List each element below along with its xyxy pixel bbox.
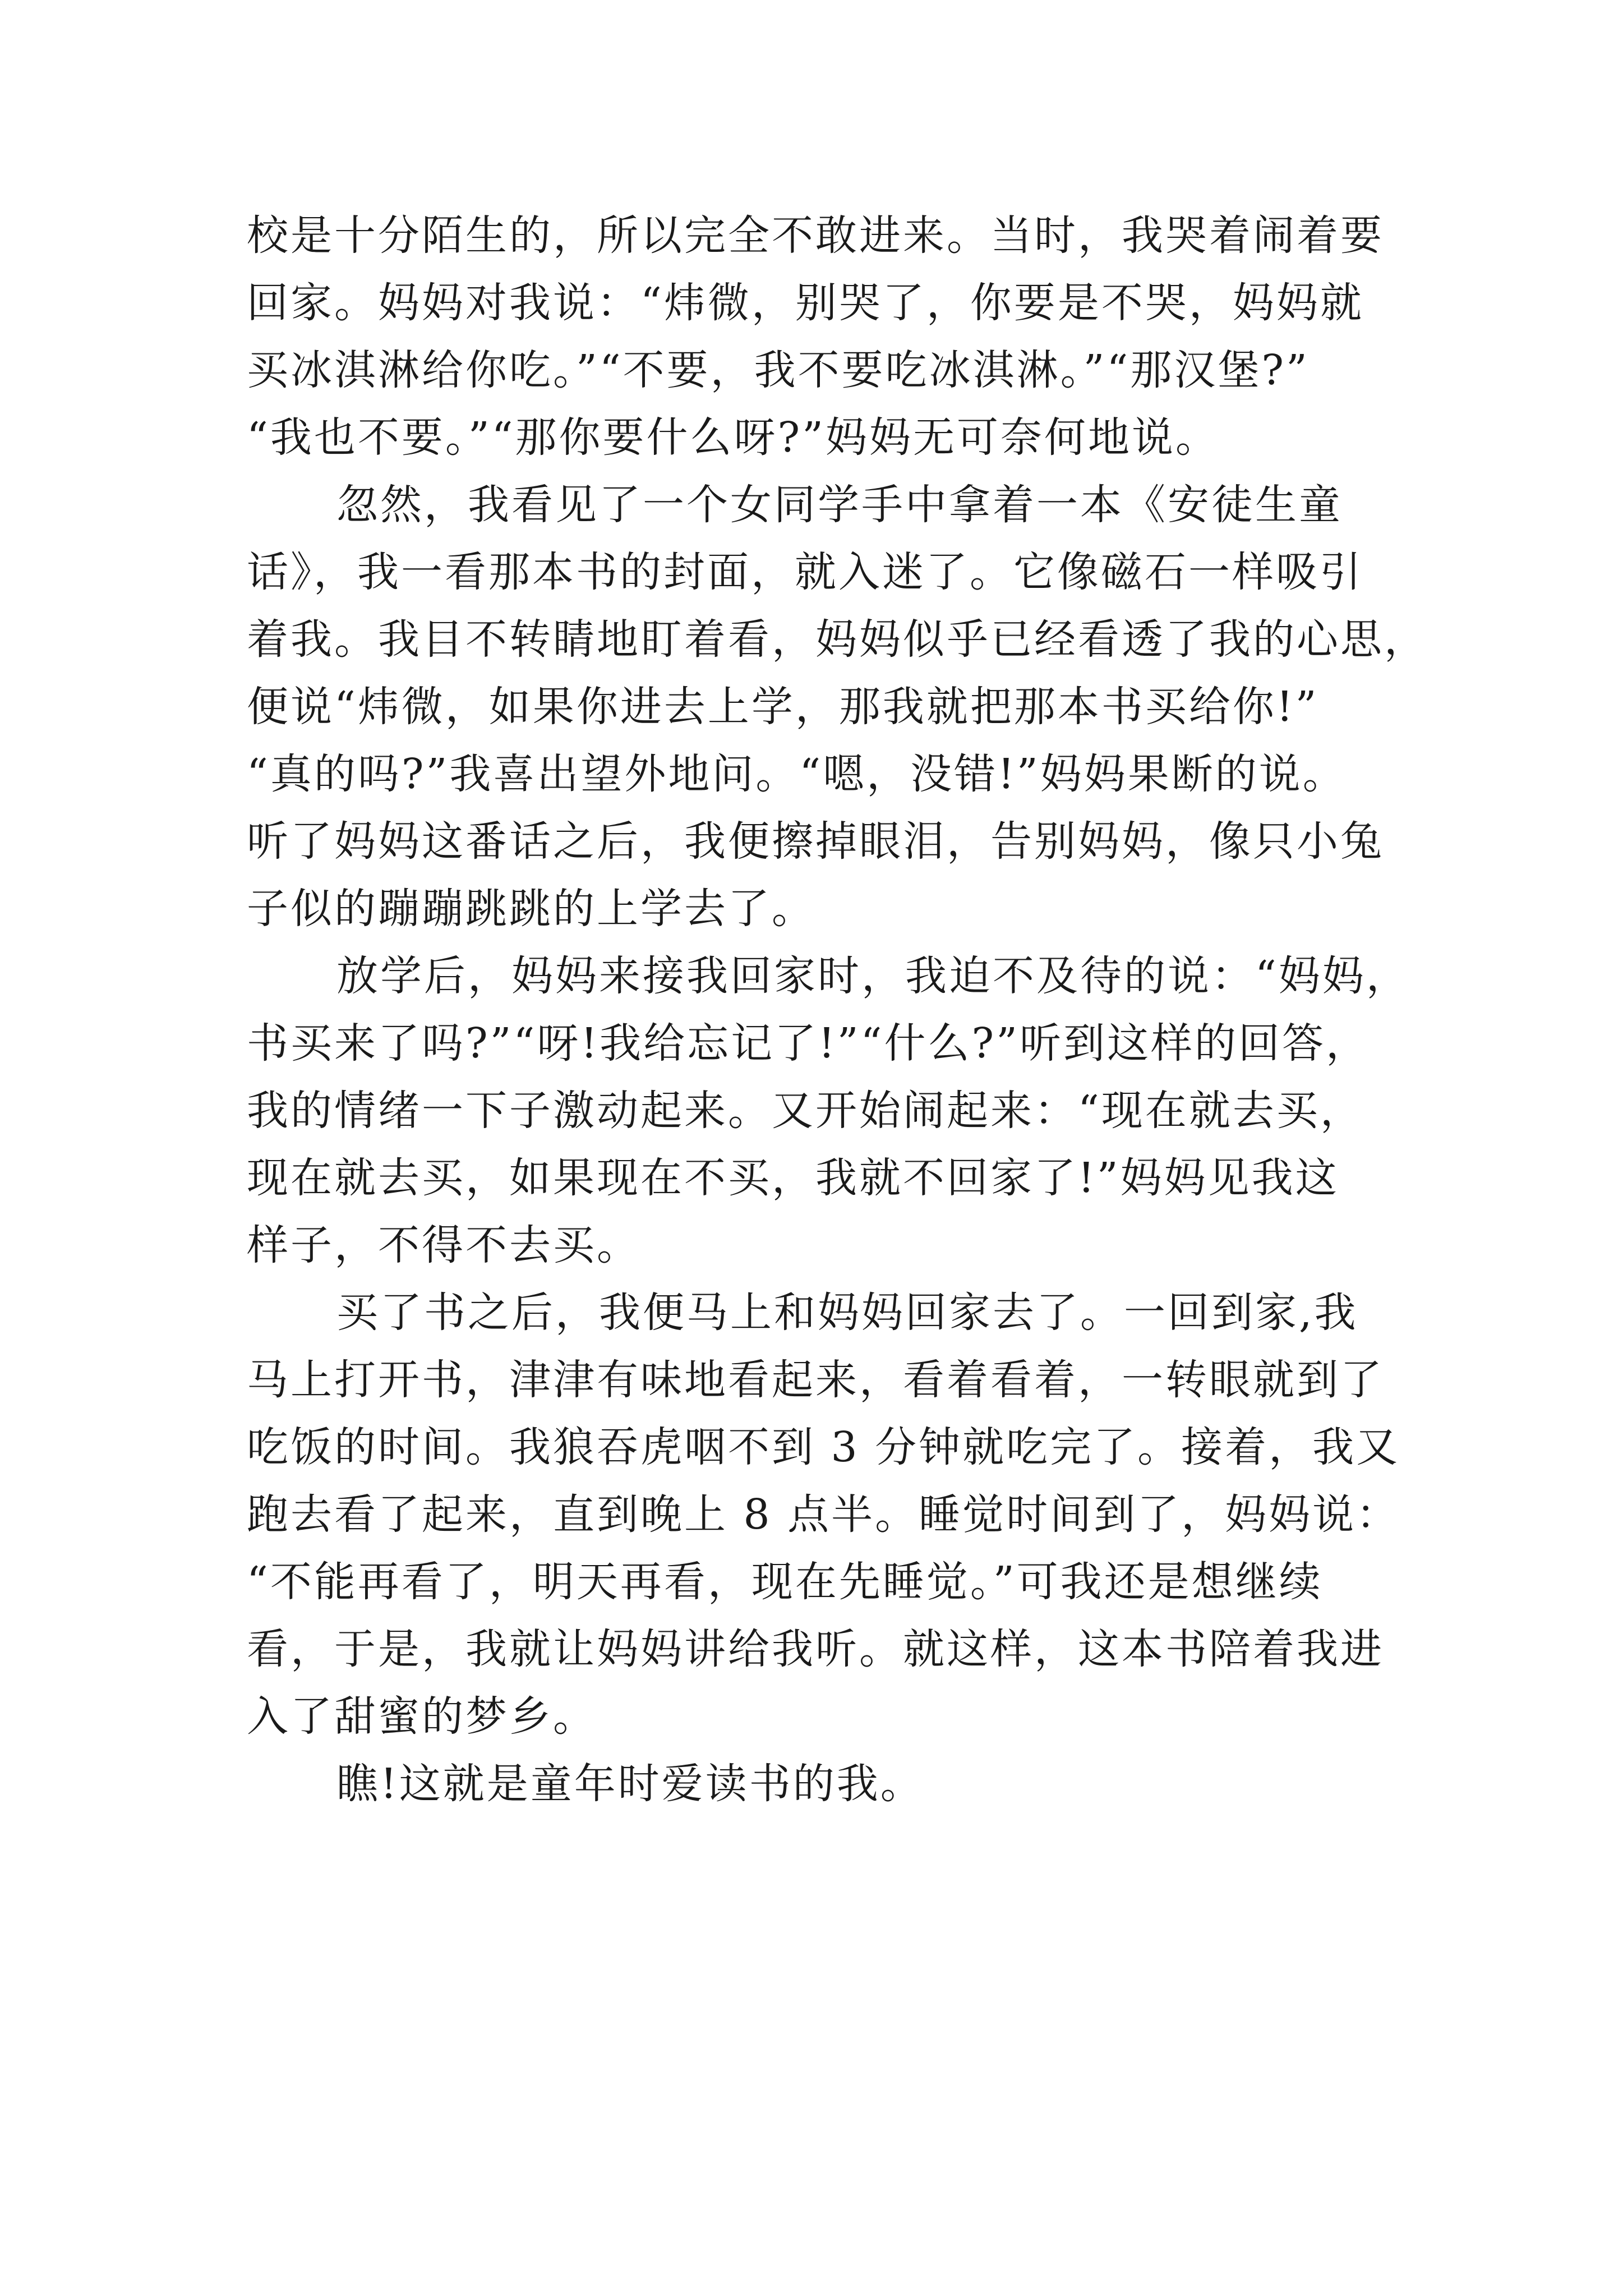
- essay-body: [247, 202, 1447, 1818]
- text-line: 我的情绪一下子激动起来。又开始闹起来：“现在就去买，: [247, 1087, 1364, 1135]
- text-line: 着我。我目不转睛地盯着看，妈妈似乎已经看透了我的心思，: [247, 615, 1428, 664]
- text-line: 跑去看了起来，直到晚上 8 点半。睡觉时间到了，妈妈说：: [247, 1490, 1400, 1539]
- text-line: “真的吗?”我喜出望外地问。“嗯，没错!”妈妈果断的说。: [247, 750, 1347, 798]
- text-line: 马上打开书，津津有味地看起来，看着看着，一转眼就到了: [247, 1356, 1384, 1404]
- text-line: 买了书之后，我便马上和妈妈回家去了。一回到家,我: [336, 1289, 1358, 1337]
- text-line: 子似的蹦蹦跳跳的上学去了。: [247, 885, 815, 933]
- text-line: 买冰淇淋给你吃。”“不要，我不要吃冰淇淋。”“那汉堡?”: [247, 346, 1310, 394]
- text-line: 校是十分陌生的，所以完全不敢进来。当时，我哭着闹着要: [247, 211, 1384, 260]
- text-line: 话》，我一看那本书的封面，就入迷了。它像磁石一样吸引: [247, 548, 1363, 596]
- text-line: 现在就去买，如果现在不买，我就不回家了!”妈妈见我这: [247, 1154, 1339, 1202]
- text-line: 放学后，妈妈来接我回家时，我迫不及待的说：“妈妈，: [336, 952, 1410, 1000]
- text-line: 看，于是，我就让妈妈讲给我听。就这样，这本书陪着我进: [247, 1625, 1384, 1673]
- text-line: 入了甜蜜的梦乡。: [247, 1692, 597, 1741]
- text-line: “我也不要。”“那你要什么呀?”妈妈无可奈何地说。: [247, 413, 1219, 462]
- text-line: 回家。妈妈对我说：“炜微，别哭了，你要是不哭，妈妈就: [247, 279, 1364, 327]
- text-line: 书买来了吗?”“呀!我给忘记了!”“什么?”听到这样的回答，: [247, 1019, 1370, 1068]
- text-line: 样子，不得不去买。: [247, 1221, 640, 1269]
- text-line: 瞧!这就是童年时爱读书的我。: [336, 1760, 924, 1808]
- text-line: 便说“炜微，如果你进去上学，那我就把那本书买给你!”: [247, 683, 1319, 731]
- text-line: 听了妈妈这番话之后，我便擦掉眼泪，告别妈妈，像只小兔: [247, 817, 1384, 866]
- text-line: 忽然，我看见了一个女同学手中拿着一本《安徒生童: [336, 481, 1343, 529]
- text-line: 吃饭的时间。我狼吞虎咽不到 3 分钟就吃完了。接着，我又: [247, 1423, 1400, 1471]
- text-line: “不能再看了，明天再看，现在先睡觉。”可我还是想继续: [247, 1558, 1323, 1606]
